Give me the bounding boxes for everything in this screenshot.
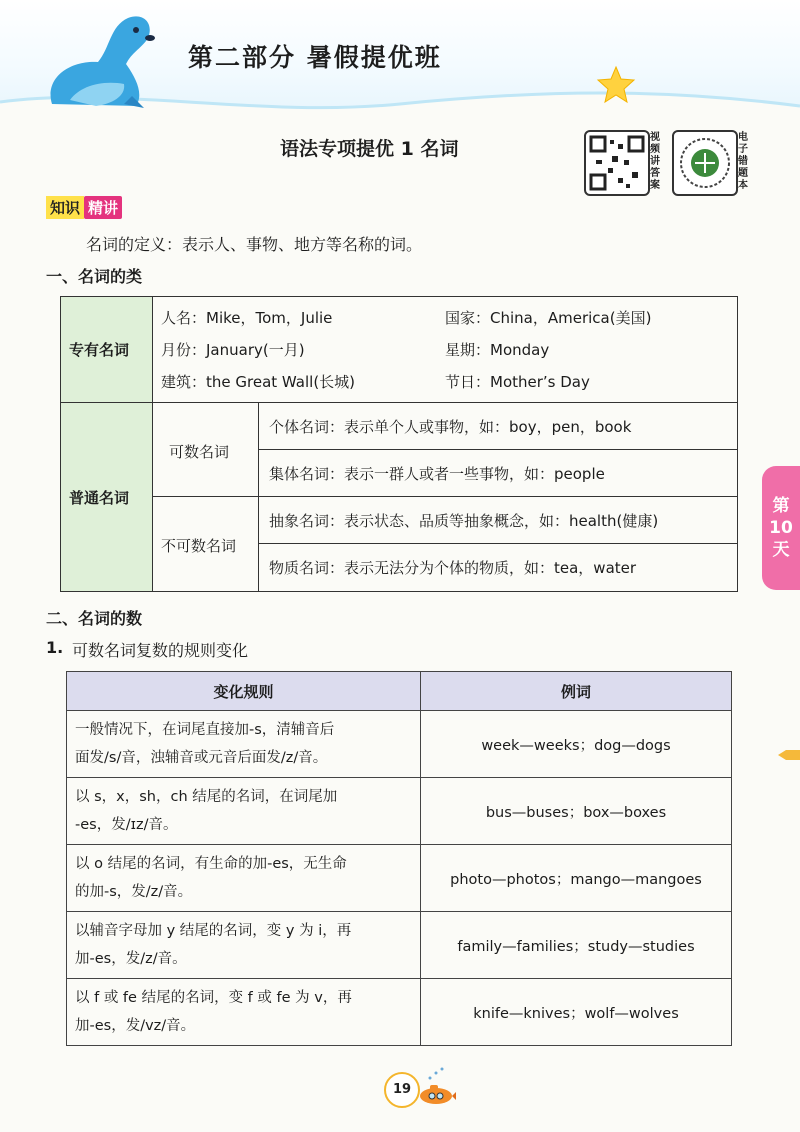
wrong-questions-qr-code[interactable] [672,130,738,196]
rule-text-line-1: 以辅音字母加 y 结尾的名词，变 y 为 i，再 [75,923,352,939]
proper-example-country: 国家：China，America(美国) [445,309,652,327]
rule-text-line-1: 一般情况下，在词尾直接加-s，清辅音后 [75,722,335,738]
proper-example-weekday: 星期：Monday [445,341,550,359]
seal-illustration [40,8,160,112]
side-tab-line-3: 天 [772,540,790,560]
common-noun-cell [61,403,153,591]
table-row [67,979,732,1046]
noun-types-table [60,296,738,592]
submarine-icon [416,1082,456,1106]
material-noun-row [259,544,737,591]
rule-text-line-2: -es，发/ɪz/音。 [75,817,178,833]
proper-example-festival: 节日：Mother’s Day [445,373,590,391]
knowledge-badge-label: 知识 [46,196,84,219]
rule-cell [67,778,421,845]
rule-text-line-1: 以 o 结尾的名词，有生命的加-es，无生命 [75,856,347,872]
proper-example-person: 人名：Mike，Tom，Julie [161,309,333,327]
lesson-title: 语法专项提优 1 名词 [280,138,459,160]
example-cell: week—weeks；dog—dogs [421,711,732,778]
rule-text-line-2: 加-es，发/vz/音。 [75,1018,196,1034]
part-title: 第二部分 暑假提优班 [188,43,442,72]
collective-noun-row [259,450,737,497]
example-cell: bus—buses；box—boxes [421,778,732,845]
proper-noun-cell [61,297,153,403]
proper-example-building: 建筑：the Great Wall(长城) [161,373,356,391]
table-row [67,778,732,845]
video-answer-qr-code[interactable] [584,130,650,196]
section-heading-noun-types: 一、名词的类 [46,267,143,286]
knowledge-badge [46,196,122,218]
qr-caption-video: 视频讲答案 [650,132,660,191]
page-number: 19 [384,1072,420,1108]
abstract-noun-row [259,497,737,544]
abstract-noun-text: 抽象名词：表示状态、品质等抽象概念，如：health(健康) [269,512,659,530]
rule-text-line-2: 加-es，发/z/音。 [75,951,187,967]
example-cell: knife—knives；wolf—wolves [421,979,732,1046]
rule-text-line-2: 面发/s/音，浊辅音或元音后面发/z/音。 [75,750,328,766]
pencil-decoration-icon [778,748,800,762]
countable-noun-label: 可数名词 [169,443,230,461]
common-noun-label: 普通名词 [69,489,130,507]
rule-cell [67,711,421,778]
material-noun-text: 物质名词：表示无法分为个体的物质，如：tea，water [269,559,637,577]
table-row [67,845,732,912]
side-tab-line-1: 第 [772,496,790,516]
example-column-header: 例词 [421,672,732,711]
example-cell: photo—photos；mango—mangoes [421,845,732,912]
section-heading-noun-number: 二、名词的数 [46,609,143,628]
qr-caption-wrong-book: 电子错题本 [738,132,748,191]
rule-cell [67,912,421,979]
star-icon [596,64,636,104]
rule-cell [67,845,421,912]
rule-text-line-1: 以 s，x，sh，ch 结尾的名词，在词尾加 [75,789,338,805]
proper-noun-examples [153,297,737,403]
uncountable-noun-label: 不可数名词 [161,537,237,555]
noun-definition: 名词的定义：表示人、事物、地方等名称的词。 [86,235,423,254]
uncountable-noun-cell [153,497,259,591]
individual-noun-row [259,403,737,450]
plural-rules-table [66,671,732,1064]
table-row [67,912,732,979]
table-row [67,711,732,778]
explanation-badge-label: 精讲 [84,196,122,219]
bubbles-icon [426,1066,446,1082]
rule-text-line-1: 以 f 或 fe 结尾的名词，变 f 或 fe 为 v，再 [75,990,352,1006]
proper-noun-label: 专有名词 [69,341,130,359]
day-side-tab [762,466,800,590]
side-tab-line-2: 10 [769,518,793,538]
rule-cell [67,979,421,1046]
countable-noun-cell [153,403,259,497]
collective-noun-text: 集体名词：表示一群人或者一些事物，如：people [269,465,605,483]
rule-column-header: 变化规则 [67,672,421,711]
rule-text-line-2: 的加-s，发/z/音。 [75,884,193,900]
subsection-heading: 可数名词复数的规则变化 [72,641,249,660]
example-cell: family—families；study—studies [421,912,732,979]
individual-noun-text: 个体名词：表示单个人或事物，如：boy，pen，book [269,418,632,436]
proper-example-month: 月份：January(一月) [161,341,305,359]
subsection-number: 1. [46,638,64,657]
